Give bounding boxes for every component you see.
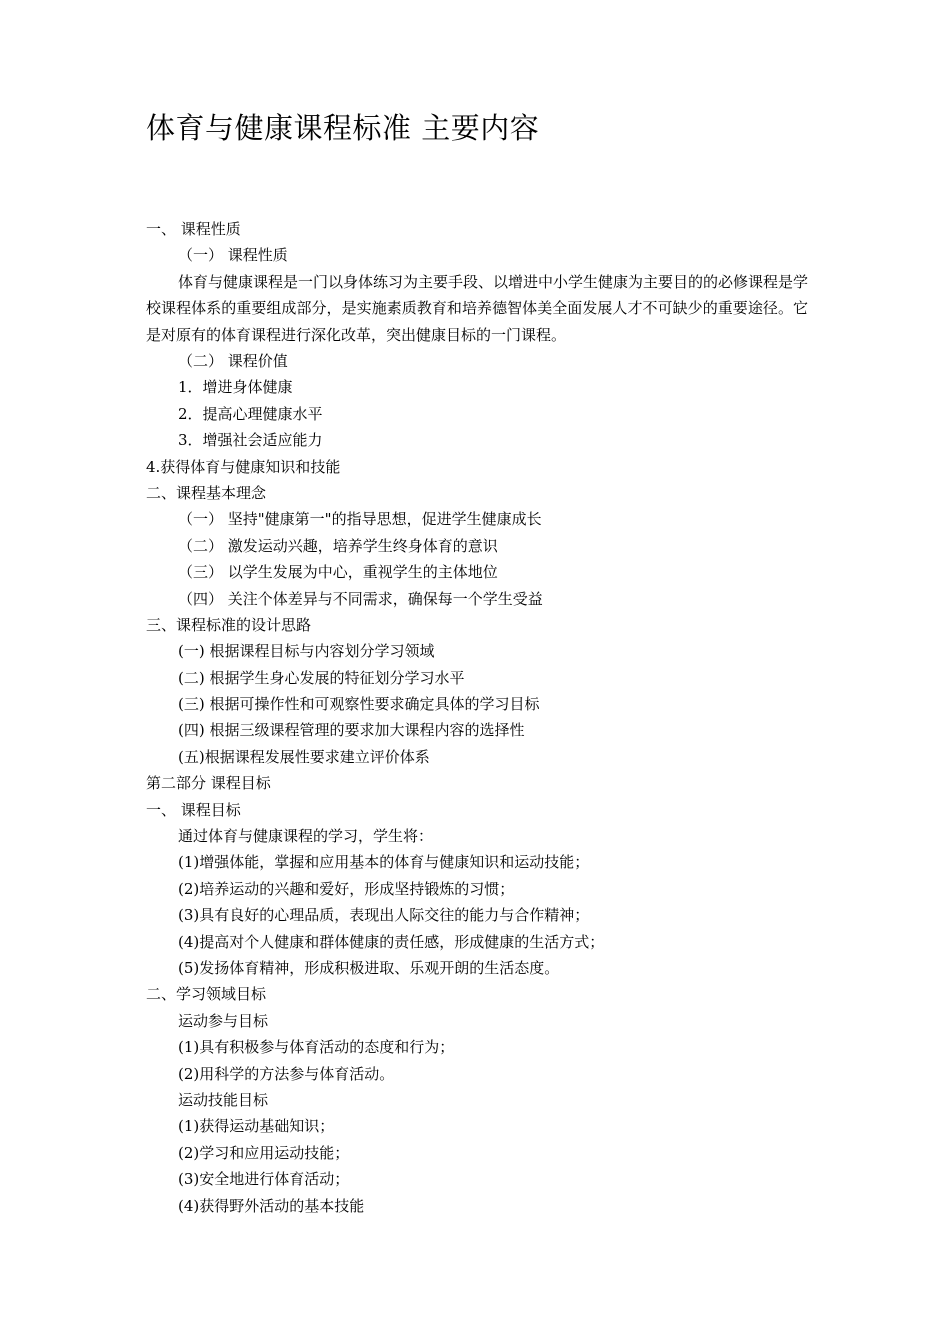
- list-item: (2)用科学的方法参与体育活动。: [178, 1064, 395, 1083]
- list-item: （二） 课程价值: [178, 352, 288, 370]
- list-item: (2)培养运动的兴趣和爱好，形成坚持锻炼的习惯；: [178, 879, 515, 898]
- list-item: (二) 根据学生身心发展的特征划分学习水平: [178, 668, 465, 687]
- list-item: (4)提高对个人健康和群体健康的责任感，形成健康的生活方式；: [178, 932, 605, 951]
- section-heading: 二、学习领域目标: [146, 985, 267, 1004]
- list-item: (1)具有积极参与体育活动的态度和行为；: [178, 1038, 455, 1057]
- section-heading: 一、 课程性质: [146, 220, 241, 238]
- section-heading: 一、 课程目标: [146, 800, 241, 819]
- list-item: 1．增进身体健康: [178, 378, 293, 397]
- list-item: （二） 激发运动兴趣，培养学生终身体育的意识: [178, 536, 498, 555]
- list-item: 运动参与目标: [178, 1011, 269, 1030]
- document-body: [146, 216, 808, 1219]
- list-item: 2．提高心理健康水平: [178, 404, 323, 423]
- section-heading: 4.获得体育与健康知识和技能: [146, 457, 341, 476]
- body-paragraph: 体育与健康课程是一门以身体练习为主要手段、以增进中小学生健康为主要目的的必修课程是学校课程体系的重要组成部分，是实施素质教育和培养德智体美全面发展人才不可缺少的重要途径。它是对原有的体育课程进行深化改革，突出健康目标的一门课程。: [146, 272, 809, 344]
- section-heading: 二、课程基本理念: [146, 483, 267, 502]
- list-item: （一） 坚持"健康第一"的指导思想，促进学生健康成长: [178, 510, 542, 529]
- list-item: 通过体育与健康课程的学习，学生将：: [178, 827, 434, 846]
- list-item: (4)获得野外活动的基本技能: [178, 1196, 365, 1215]
- page-title: 体育与健康课程标准 主要内容: [146, 111, 540, 145]
- list-item: (3)安全地进行体育活动；: [178, 1170, 350, 1189]
- list-item: (1)获得运动基础知识；: [178, 1117, 335, 1136]
- list-item: 运动技能目标: [178, 1090, 269, 1109]
- list-item: 3．增强社会适应能力: [178, 431, 323, 450]
- list-item: (1)增强体能，掌握和应用基本的体育与健康知识和运动技能；: [178, 853, 590, 872]
- list-item: (3)具有良好的心理品质，表现出人际交往的能力与合作精神；: [178, 906, 590, 925]
- list-item: (三) 根据可操作性和可观察性要求确定具体的学习目标: [178, 695, 540, 714]
- list-item: （三） 以学生发展为中心，重视学生的主体地位: [178, 563, 498, 582]
- list-item: （一） 课程性质: [178, 246, 288, 265]
- list-item: (四) 根据三级课程管理的要求加大课程内容的选择性: [178, 721, 525, 740]
- section-heading: 第二部分 课程目标: [146, 774, 271, 793]
- list-item: (一) 根据课程目标与内容划分学习领域: [178, 642, 435, 661]
- list-item: （四） 关注个体差异与不同需求，确保每一个学生受益: [178, 589, 543, 608]
- section-heading: 三、课程标准的设计思路: [146, 615, 312, 634]
- list-item: (2)学习和应用运动技能；: [178, 1143, 350, 1162]
- list-item: (5)发扬体育精神，形成积极进取、乐观开朗的生活态度。: [178, 958, 560, 977]
- list-item: (五)根据课程发展性要求建立评价体系: [178, 747, 430, 766]
